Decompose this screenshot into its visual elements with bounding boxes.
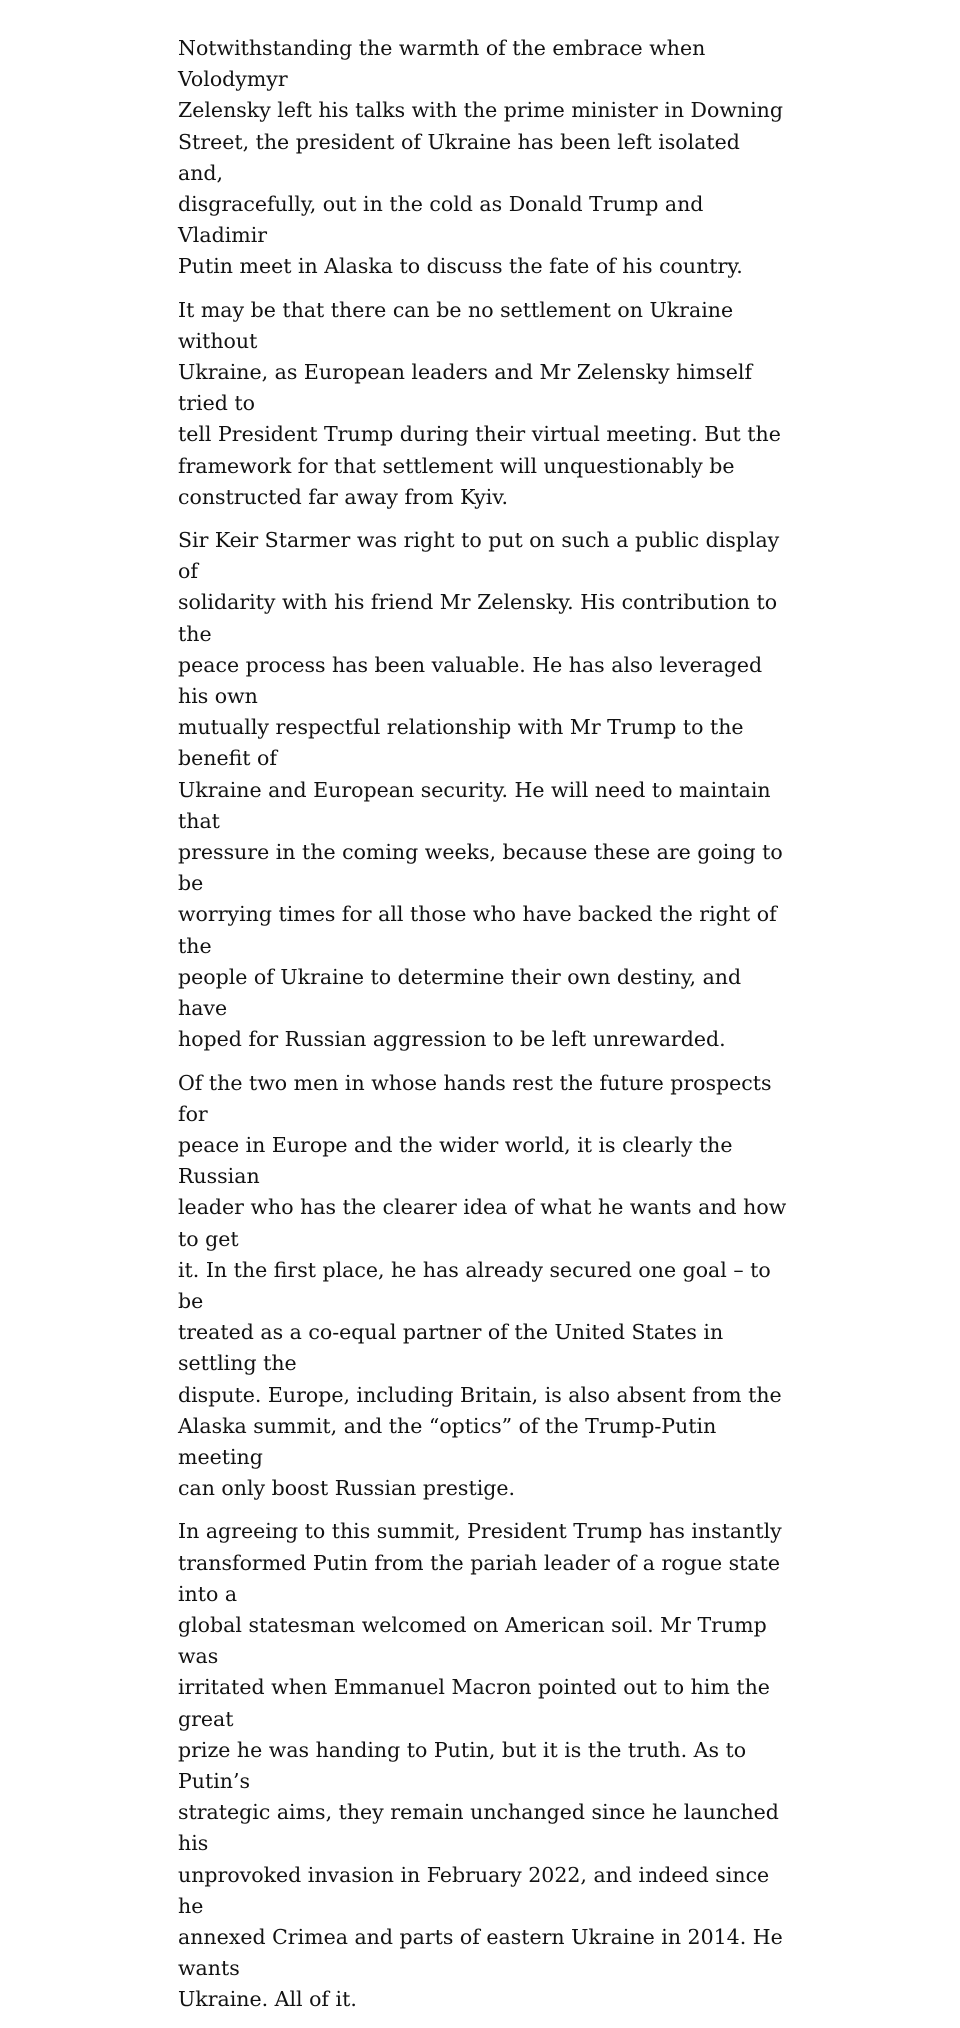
article-paragraph: In agreeing to this summit, President Trump has instantly transformed Putin from the pariah leader of a rogue state into a global statesman welcomed on American soil. Mr Trump was irritated when Emmanuel Macron pointed out to him the great prize he was handing to Putin, but it is the truth. As to Putin’s strategic aims, they remain unchanged since he launched his unprovoked invasion in February 2022, and indeed since he annexed Crimea and parts of eastern Ukraine in 2014. He wants Ukraine. All of it. (178, 1519, 783, 2012)
article-paragraph: It may be that there can be no settlement on Ukraine without Ukraine, as European leaders and Mr Zelensky himself tried to tell President Trump during their virtual meeting. But the framework for that settlement will unquestionably be constructed far away from Kyiv. (178, 297, 781, 509)
article-paragraph: Notwithstanding the warmth of the embrace when Volodymyr Zelensky left his talks with the prime minister in Downing Street, the president of Ukraine has been left isolated and, disgracefully, out in the cold as Donald Trump and Vladimir Putin meet in Alaska to discuss the fate of his country. (178, 36, 783, 279)
article-paragraph: Of the two men in whose hands rest the future prospects for peace in Europe and the wider world, it is clearly the Russian leader who has the clearer idea of what he wants and how to get it. In the first place, he has already secured one goal – to be treated as a co-equal partner of the United States in settling the dispute. Europe, including Britain, is also absent from the Alaska summit, and the “optics” of the Trump-Putin meeting can only boost Russian prestige. (178, 1070, 787, 1501)
article-body (178, 33, 788, 2028)
article-paragraph: Sir Keir Starmer was right to put on such a public display of solidarity with his friend Mr Zelensky. His contribution to the peace process has been valuable. He has also leveraged his own mutually respectful relationship with Mr Trump to the benefit of Ukraine and European security. He will need to maintain that pressure in the coming weeks, because these are going to be worrying times for all those who have backed the right of the people of Ukraine to determine their own destiny, and have hoped for Russian aggression to be left unrewarded. (178, 528, 783, 1052)
